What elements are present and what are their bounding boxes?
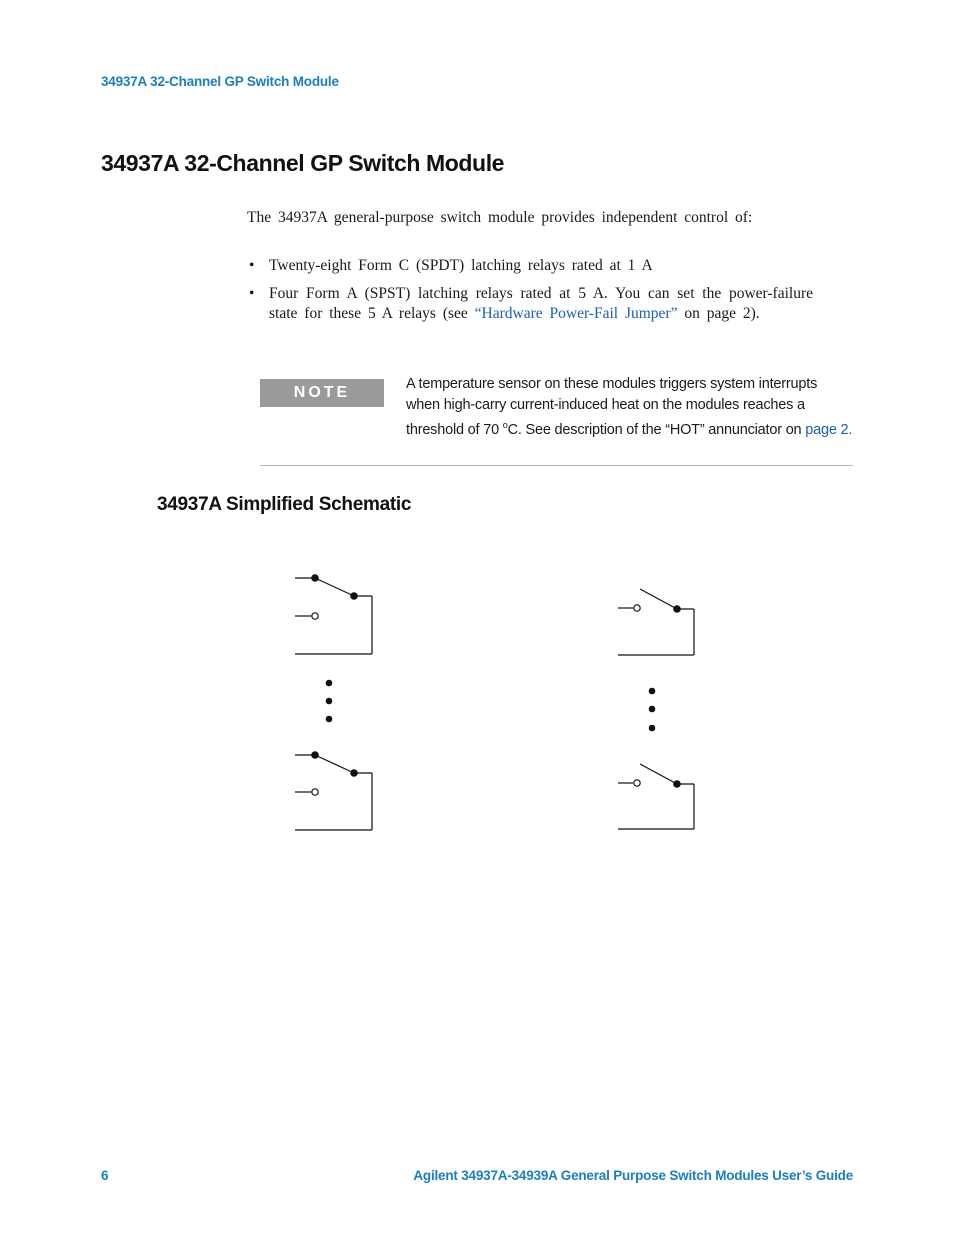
list-item-text-tail: on page 2). bbox=[677, 305, 760, 322]
footer-guide-title: Agilent 34937A-34939A General Purpose Switch Modules User’s Guide bbox=[413, 1168, 853, 1183]
continuation-dots-right bbox=[649, 688, 656, 732]
bullet-glyph: • bbox=[249, 257, 255, 274]
page-number: 6 bbox=[101, 1168, 109, 1183]
intro-paragraph: The 34937A general-purpose switch module provides independent control of: bbox=[247, 209, 753, 226]
note-label: NOTE bbox=[260, 379, 384, 407]
note-text-start: A temperature sensor on these modules triggers system interrupts when high-carry current-induced heat on the modules reaches a threshold of 70 bbox=[406, 376, 818, 438]
bullet-glyph: • bbox=[249, 285, 255, 302]
form-c-relay-bottom bbox=[295, 752, 372, 830]
form-a-relay-top bbox=[618, 589, 694, 655]
continuation-dots-left bbox=[326, 680, 333, 723]
list-item-text: Four Form A (SPST) latching relays rated at 5 A. You can set the power-failure state for these 5 A relays (see bbox=[269, 285, 813, 322]
list-item-text: Twenty-eight Form C (SPDT) latching relays rated at 1 A bbox=[269, 257, 653, 274]
form-a-relay-bottom bbox=[618, 764, 694, 829]
section-title: 34937A 32-Channel GP Switch Module bbox=[101, 150, 505, 176]
form-c-relay-top bbox=[295, 575, 372, 654]
degree-superscript: o bbox=[502, 420, 508, 430]
subsection-title: 34937A Simplified Schematic bbox=[157, 494, 412, 515]
running-header: 34937A 32-Channel GP Switch Module bbox=[101, 74, 339, 89]
note-text-middle: C. See description of the “HOT” annunciator on bbox=[507, 422, 806, 438]
hardware-power-fail-link[interactable]: “Hardware Power-Fail Jumper” bbox=[474, 305, 678, 322]
page-2-link[interactable]: page 2. bbox=[805, 422, 853, 438]
